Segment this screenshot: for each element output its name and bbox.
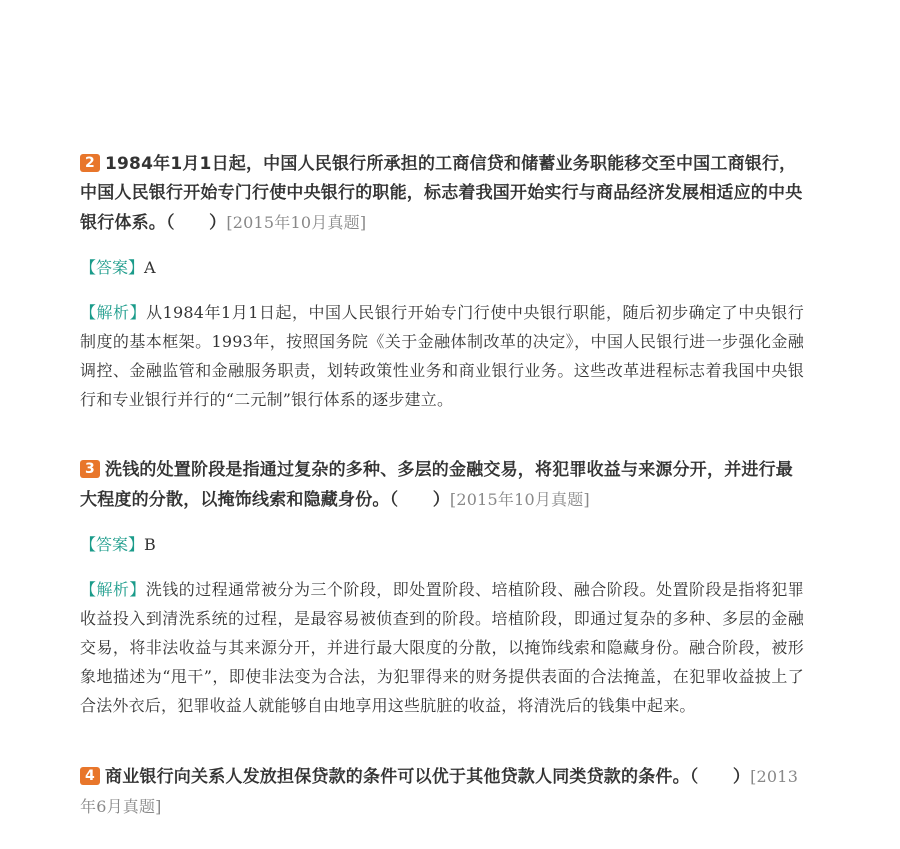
question-block-4 <box>80 762 804 822</box>
answer-label: 【答案】 <box>80 258 145 277</box>
answer-line <box>80 254 804 282</box>
answer-label: 【答案】 <box>80 535 145 554</box>
explanation <box>80 298 804 414</box>
question-number-badge: 2 <box>80 154 100 172</box>
question-source: [2013年6月真题] <box>80 767 799 816</box>
explanation-label: 【解析】 <box>80 580 146 599</box>
question-block-2 <box>80 150 804 414</box>
question-text <box>80 456 804 515</box>
answer-line <box>80 531 804 559</box>
explanation-text: 洗钱的过程通常被分为三个阶段，即处置阶段、培植阶段、融合阶段。处置阶段是指将犯罪收益投入到清洗系统的过程，是最容易被侦查到的阶段。培植阶段，即通过复杂的多种、多层的金融交易，将非法收益与其来源分开，并进行最大限度的分散，以掩饰线索和隐藏身份。融合阶段，被形象地描述为“甩干”，即使非法变为合法，为犯罪得来的财务提供表面的合法掩盖，在犯罪收益披上了合法外衣后，犯罪收益人就能够自由地享用这些肮脏的收益，将清洗后的钱集中起来。 <box>80 580 804 715</box>
question-source: [2015年10月真题] <box>226 213 367 232</box>
question-text <box>80 150 804 238</box>
answer-value: B <box>144 535 156 554</box>
question-list <box>80 150 804 838</box>
answer-value: A <box>144 258 156 277</box>
question-number-badge: 4 <box>80 767 100 785</box>
question-source: [2015年10月真题] <box>449 490 590 509</box>
question-block-3 <box>80 456 804 720</box>
question-text <box>80 762 804 822</box>
question-stem: 1984年1月1日起，中国人民银行所承担的工商信贷和储蓄业务职能移交至中国工商银行，中国人民银行开始专门行使中央银行的职能，标志着我国开始实行与商品经济发展相适应的中央银行体系。（ ） <box>80 154 803 233</box>
question-number-badge: 3 <box>80 460 100 478</box>
explanation-label: 【解析】 <box>80 303 147 322</box>
question-stem: 洗钱的处置阶段是指通过复杂的多种、多层的金融交易，将犯罪收益与来源分开，并进行最大程度的分散，以掩饰线索和隐藏身份。（ ） <box>80 460 793 510</box>
explanation-text: 从1984年1月1日起，中国人民银行开始专门行使中央银行职能，随后初步确定了中央银行制度的基本框架。1993年，按照国务院《关于金融体制改革的决定》，中国人民银行进一步强化金融调控、金融监管和金融服务职责，划转政策性业务和商业银行业务。这些改革进程标志着我国中央银行和专业银行并行的“二元制”银行体系的逐步建立。 <box>80 303 804 409</box>
question-stem: 商业银行向关系人发放担保贷款的条件可以优于其他贷款人同类贷款的条件。（ ） <box>105 767 751 787</box>
explanation <box>80 575 804 720</box>
